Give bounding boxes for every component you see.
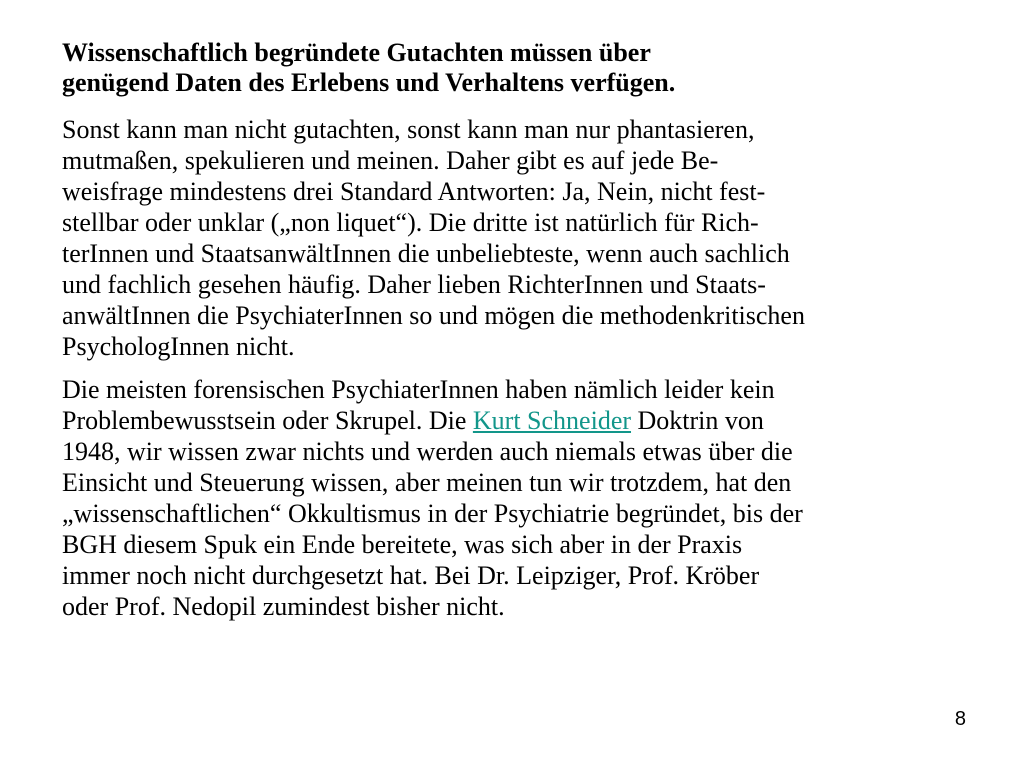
paragraph-line: oder Prof. Nedopil zumindest bisher nicht.	[62, 592, 505, 621]
paragraph-line-with-link	[62, 405, 972, 436]
paragraph-line: anwältInnen die PsychiaterInnen so und mögen die methodenkritischen	[62, 301, 805, 330]
paragraph-line: Die meisten forensischen PsychiaterInnen haben nämlich leider kein	[62, 375, 775, 404]
heading-line: Wissenschaftlich begründete Gutachten müssen über	[62, 38, 651, 67]
paragraph-line: BGH diesem Spuk ein Ende bereitete, was sich aber in der Praxis	[62, 530, 743, 559]
paragraph-line: terInnen und StaatsanwältInnen die unbeliebteste, wenn auch sachlich	[62, 239, 790, 268]
slide-content	[62, 38, 972, 634]
heading-line: genügend Daten des Erlebens und Verhaltens verfügen.	[62, 68, 676, 97]
paragraph-line: Sonst kann man nicht gutachten, sonst kann man nur phantasieren,	[62, 115, 755, 144]
paragraph-line: und fachlich gesehen häufig. Daher lieben RichterInnen und Staats-	[62, 270, 766, 299]
page-number: 8	[954, 708, 966, 730]
paragraph-text: Doktrin von	[631, 406, 764, 435]
paragraph-line: stellbar oder unklar („non liquet“). Die dritte ist natürlich für Rich-	[62, 208, 759, 237]
paragraph-2	[62, 374, 972, 622]
paragraph-text: Problembewusstsein oder Skrupel. Die	[62, 406, 473, 435]
paragraph-line: PsychologInnen nicht.	[62, 332, 295, 361]
kurt-schneider-link[interactable]: Kurt Schneider	[472, 406, 632, 435]
paragraph-line: „wissenschaftlichen“ Okkultismus in der Psychiatrie begründet, bis der	[62, 499, 803, 528]
paragraph-line: Einsicht und Steuerung wissen, aber meinen tun wir trotzdem, hat den	[62, 468, 792, 497]
slide-heading	[62, 38, 972, 98]
paragraph-1	[62, 114, 972, 362]
paragraph-line: 1948, wir wissen zwar nichts und werden auch niemals etwas über die	[62, 437, 793, 466]
paragraph-line: mutmaßen, spekulieren und meinen. Daher gibt es auf jede Be-	[62, 146, 719, 175]
paragraph-line: immer noch nicht durchgesetzt hat. Bei Dr. Leipziger, Prof. Kröber	[62, 561, 760, 590]
paragraph-line: weisfrage mindestens drei Standard Antworten: Ja, Nein, nicht fest-	[62, 177, 766, 206]
